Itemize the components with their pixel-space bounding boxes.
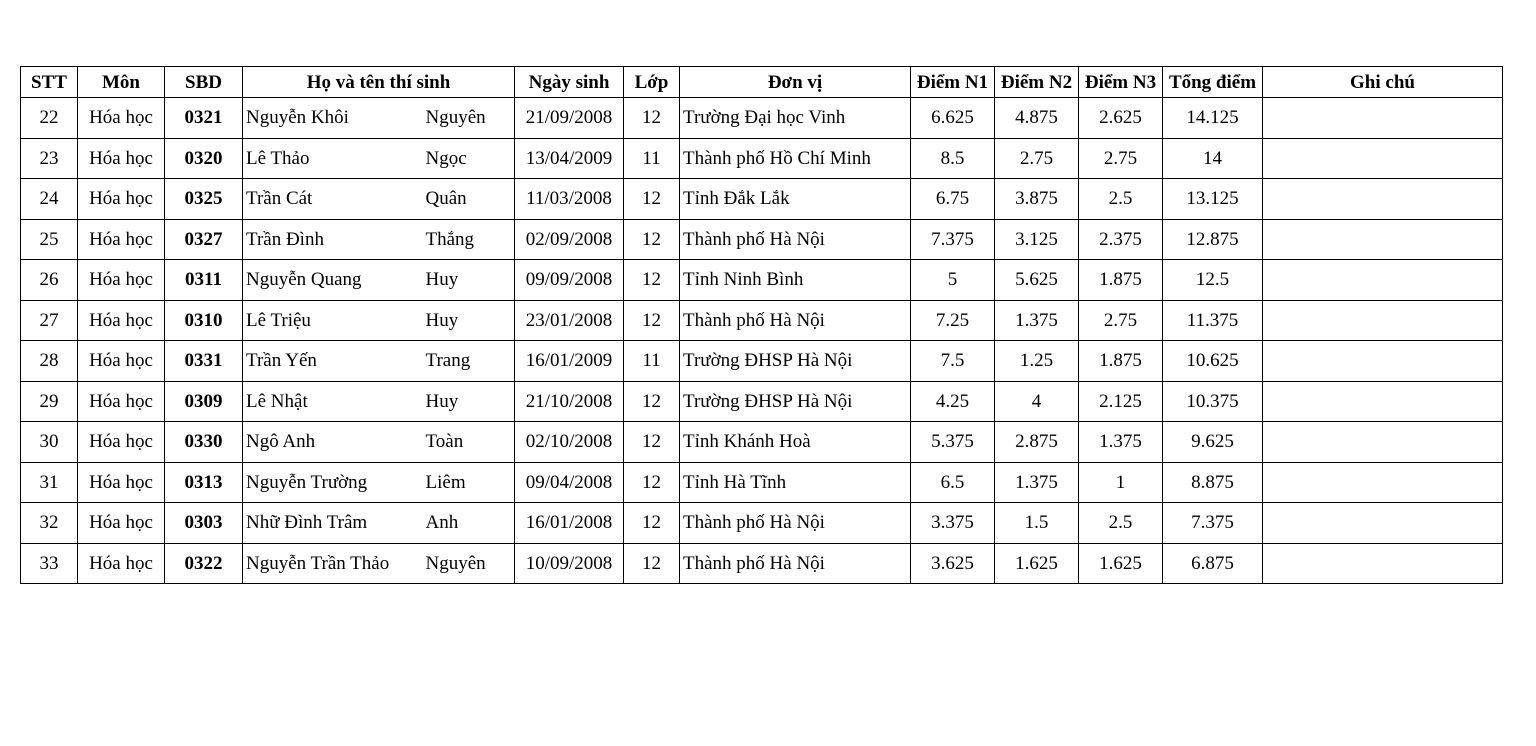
header-diem-n2: Điểm N2 (995, 67, 1079, 98)
table-row (21, 138, 1503, 179)
cell-ho: Nguyễn Trần Thảo (243, 543, 423, 584)
cell-diem-n1: 6.5 (911, 462, 995, 503)
cell-sbd: 0320 (165, 138, 243, 179)
cell-diem-n3: 2.75 (1079, 138, 1163, 179)
cell-ho: Nguyễn Trường (243, 462, 423, 503)
cell-mon: Hóa học (78, 422, 165, 463)
cell-diem-n1: 3.625 (911, 543, 995, 584)
cell-lop: 11 (624, 341, 680, 382)
cell-mon: Hóa học (78, 98, 165, 139)
cell-ghi-chu (1263, 179, 1503, 220)
table-row (21, 300, 1503, 341)
cell-diem-n3: 2.375 (1079, 219, 1163, 260)
cell-don-vi: Trường Đại học Vinh (680, 98, 911, 139)
header-ngay-sinh: Ngày sinh (515, 67, 624, 98)
cell-diem-n3: 1.375 (1079, 422, 1163, 463)
header-diem-n3: Điểm N3 (1079, 67, 1163, 98)
cell-sbd: 0303 (165, 503, 243, 544)
cell-diem-n3: 2.625 (1079, 98, 1163, 139)
cell-ten: Anh (423, 503, 515, 544)
cell-ten: Toàn (423, 422, 515, 463)
cell-ho: Nguyễn Khôi (243, 98, 423, 139)
cell-diem-n1: 5 (911, 260, 995, 301)
cell-ghi-chu (1263, 219, 1503, 260)
cell-diem-n1: 5.375 (911, 422, 995, 463)
cell-lop: 12 (624, 381, 680, 422)
cell-diem-n2: 4 (995, 381, 1079, 422)
cell-stt: 27 (21, 300, 78, 341)
cell-ngay-sinh: 13/04/2009 (515, 138, 624, 179)
header-sbd: SBD (165, 67, 243, 98)
cell-ghi-chu (1263, 503, 1503, 544)
cell-diem-n2: 2.875 (995, 422, 1079, 463)
cell-ghi-chu (1263, 300, 1503, 341)
cell-ghi-chu (1263, 381, 1503, 422)
cell-tong-diem: 12.875 (1163, 219, 1263, 260)
cell-stt: 26 (21, 260, 78, 301)
table-row (21, 422, 1503, 463)
cell-ho: Nguyễn Quang (243, 260, 423, 301)
cell-tong-diem: 11.375 (1163, 300, 1263, 341)
cell-ten: Ngọc (423, 138, 515, 179)
cell-ghi-chu (1263, 260, 1503, 301)
cell-diem-n1: 6.625 (911, 98, 995, 139)
cell-ten: Thắng (423, 219, 515, 260)
header-diem-n1: Điểm N1 (911, 67, 995, 98)
cell-stt: 25 (21, 219, 78, 260)
table-row (21, 462, 1503, 503)
cell-lop: 12 (624, 543, 680, 584)
cell-don-vi: Thành phố Hà Nội (680, 543, 911, 584)
cell-diem-n2: 4.875 (995, 98, 1079, 139)
header-tong-diem: Tổng điểm (1163, 67, 1263, 98)
cell-ten: Huy (423, 260, 515, 301)
cell-sbd: 0330 (165, 422, 243, 463)
cell-ten: Nguyên (423, 543, 515, 584)
cell-diem-n3: 1.875 (1079, 260, 1163, 301)
cell-don-vi: Tỉnh Khánh Hoà (680, 422, 911, 463)
cell-lop: 12 (624, 260, 680, 301)
header-ho-ten: Họ và tên thí sinh (243, 67, 515, 98)
cell-diem-n3: 2.5 (1079, 179, 1163, 220)
cell-diem-n3: 1 (1079, 462, 1163, 503)
cell-mon: Hóa học (78, 462, 165, 503)
cell-ngay-sinh: 16/01/2008 (515, 503, 624, 544)
cell-ghi-chu (1263, 138, 1503, 179)
cell-sbd: 0309 (165, 381, 243, 422)
cell-tong-diem: 13.125 (1163, 179, 1263, 220)
cell-don-vi: Tỉnh Hà Tĩnh (680, 462, 911, 503)
cell-ngay-sinh: 02/09/2008 (515, 219, 624, 260)
cell-don-vi: Tỉnh Đắk Lắk (680, 179, 911, 220)
cell-ngay-sinh: 11/03/2008 (515, 179, 624, 220)
table-row (21, 219, 1503, 260)
cell-don-vi: Thành phố Hà Nội (680, 219, 911, 260)
cell-diem-n2: 1.375 (995, 300, 1079, 341)
cell-diem-n3: 2.125 (1079, 381, 1163, 422)
table-row (21, 341, 1503, 382)
cell-diem-n2: 2.75 (995, 138, 1079, 179)
cell-sbd: 0311 (165, 260, 243, 301)
cell-lop: 12 (624, 422, 680, 463)
cell-ghi-chu (1263, 543, 1503, 584)
cell-don-vi: Tỉnh Ninh Bình (680, 260, 911, 301)
cell-don-vi: Trường ĐHSP Hà Nội (680, 341, 911, 382)
cell-tong-diem: 9.625 (1163, 422, 1263, 463)
cell-diem-n3: 1.625 (1079, 543, 1163, 584)
cell-ngay-sinh: 23/01/2008 (515, 300, 624, 341)
cell-ngay-sinh: 10/09/2008 (515, 543, 624, 584)
cell-sbd: 0327 (165, 219, 243, 260)
cell-diem-n1: 3.375 (911, 503, 995, 544)
table-row (21, 503, 1503, 544)
cell-tong-diem: 7.375 (1163, 503, 1263, 544)
cell-diem-n3: 2.75 (1079, 300, 1163, 341)
table-row (21, 543, 1503, 584)
cell-diem-n1: 4.25 (911, 381, 995, 422)
cell-mon: Hóa học (78, 381, 165, 422)
header-mon: Môn (78, 67, 165, 98)
cell-lop: 12 (624, 219, 680, 260)
cell-stt: 32 (21, 503, 78, 544)
cell-ten: Huy (423, 300, 515, 341)
cell-mon: Hóa học (78, 219, 165, 260)
cell-ho: Lê Triệu (243, 300, 423, 341)
cell-stt: 33 (21, 543, 78, 584)
header-don-vi: Đơn vị (680, 67, 911, 98)
cell-mon: Hóa học (78, 179, 165, 220)
cell-ho: Trần Cát (243, 179, 423, 220)
cell-diem-n2: 3.875 (995, 179, 1079, 220)
cell-stt: 28 (21, 341, 78, 382)
cell-lop: 12 (624, 98, 680, 139)
cell-ghi-chu (1263, 422, 1503, 463)
table-row (21, 381, 1503, 422)
cell-ho: Trần Đình (243, 219, 423, 260)
cell-tong-diem: 6.875 (1163, 543, 1263, 584)
cell-sbd: 0322 (165, 543, 243, 584)
cell-diem-n2: 3.125 (995, 219, 1079, 260)
header-row (21, 67, 1503, 98)
cell-diem-n1: 6.75 (911, 179, 995, 220)
cell-stt: 22 (21, 98, 78, 139)
cell-diem-n1: 8.5 (911, 138, 995, 179)
cell-ten: Trang (423, 341, 515, 382)
cell-stt: 24 (21, 179, 78, 220)
cell-stt: 31 (21, 462, 78, 503)
cell-ghi-chu (1263, 341, 1503, 382)
cell-ho: Lê Nhật (243, 381, 423, 422)
cell-tong-diem: 12.5 (1163, 260, 1263, 301)
cell-don-vi: Thành phố Hà Nội (680, 300, 911, 341)
cell-stt: 30 (21, 422, 78, 463)
cell-lop: 12 (624, 179, 680, 220)
cell-stt: 23 (21, 138, 78, 179)
cell-diem-n2: 1.5 (995, 503, 1079, 544)
cell-ngay-sinh: 21/10/2008 (515, 381, 624, 422)
header-ghi-chu: Ghi chú (1263, 67, 1503, 98)
cell-ten: Liêm (423, 462, 515, 503)
cell-mon: Hóa học (78, 300, 165, 341)
cell-ho: Lê Thảo (243, 138, 423, 179)
cell-mon: Hóa học (78, 543, 165, 584)
cell-diem-n1: 7.25 (911, 300, 995, 341)
table-row (21, 179, 1503, 220)
cell-ngay-sinh: 09/09/2008 (515, 260, 624, 301)
cell-mon: Hóa học (78, 260, 165, 301)
table-row (21, 260, 1503, 301)
cell-sbd: 0331 (165, 341, 243, 382)
cell-don-vi: Thành phố Hà Nội (680, 503, 911, 544)
results-sheet (20, 66, 1503, 584)
cell-don-vi: Trường ĐHSP Hà Nội (680, 381, 911, 422)
cell-sbd: 0321 (165, 98, 243, 139)
cell-ten: Nguyên (423, 98, 515, 139)
cell-lop: 12 (624, 462, 680, 503)
cell-ngay-sinh: 02/10/2008 (515, 422, 624, 463)
cell-lop: 11 (624, 138, 680, 179)
cell-ho: Nhữ Đình Trâm (243, 503, 423, 544)
cell-mon: Hóa học (78, 503, 165, 544)
cell-diem-n3: 1.875 (1079, 341, 1163, 382)
cell-diem-n2: 1.25 (995, 341, 1079, 382)
cell-sbd: 0310 (165, 300, 243, 341)
cell-tong-diem: 10.625 (1163, 341, 1263, 382)
cell-diem-n2: 1.375 (995, 462, 1079, 503)
cell-diem-n3: 2.5 (1079, 503, 1163, 544)
cell-tong-diem: 14.125 (1163, 98, 1263, 139)
cell-ghi-chu (1263, 98, 1503, 139)
cell-don-vi: Thành phố Hồ Chí Minh (680, 138, 911, 179)
cell-mon: Hóa học (78, 138, 165, 179)
header-lop: Lớp (624, 67, 680, 98)
cell-ngay-sinh: 21/09/2008 (515, 98, 624, 139)
cell-ho: Trần Yến (243, 341, 423, 382)
cell-diem-n2: 5.625 (995, 260, 1079, 301)
results-table (20, 66, 1503, 584)
cell-sbd: 0313 (165, 462, 243, 503)
cell-stt: 29 (21, 381, 78, 422)
cell-tong-diem: 8.875 (1163, 462, 1263, 503)
cell-ten: Huy (423, 381, 515, 422)
header-stt: STT (21, 67, 78, 98)
cell-mon: Hóa học (78, 341, 165, 382)
cell-ngay-sinh: 16/01/2009 (515, 341, 624, 382)
table-row (21, 98, 1503, 139)
cell-ghi-chu (1263, 462, 1503, 503)
cell-sbd: 0325 (165, 179, 243, 220)
cell-tong-diem: 14 (1163, 138, 1263, 179)
cell-ho: Ngô Anh (243, 422, 423, 463)
cell-diem-n2: 1.625 (995, 543, 1079, 584)
cell-diem-n1: 7.375 (911, 219, 995, 260)
cell-diem-n1: 7.5 (911, 341, 995, 382)
cell-lop: 12 (624, 300, 680, 341)
cell-tong-diem: 10.375 (1163, 381, 1263, 422)
cell-lop: 12 (624, 503, 680, 544)
cell-ten: Quân (423, 179, 515, 220)
cell-ngay-sinh: 09/04/2008 (515, 462, 624, 503)
